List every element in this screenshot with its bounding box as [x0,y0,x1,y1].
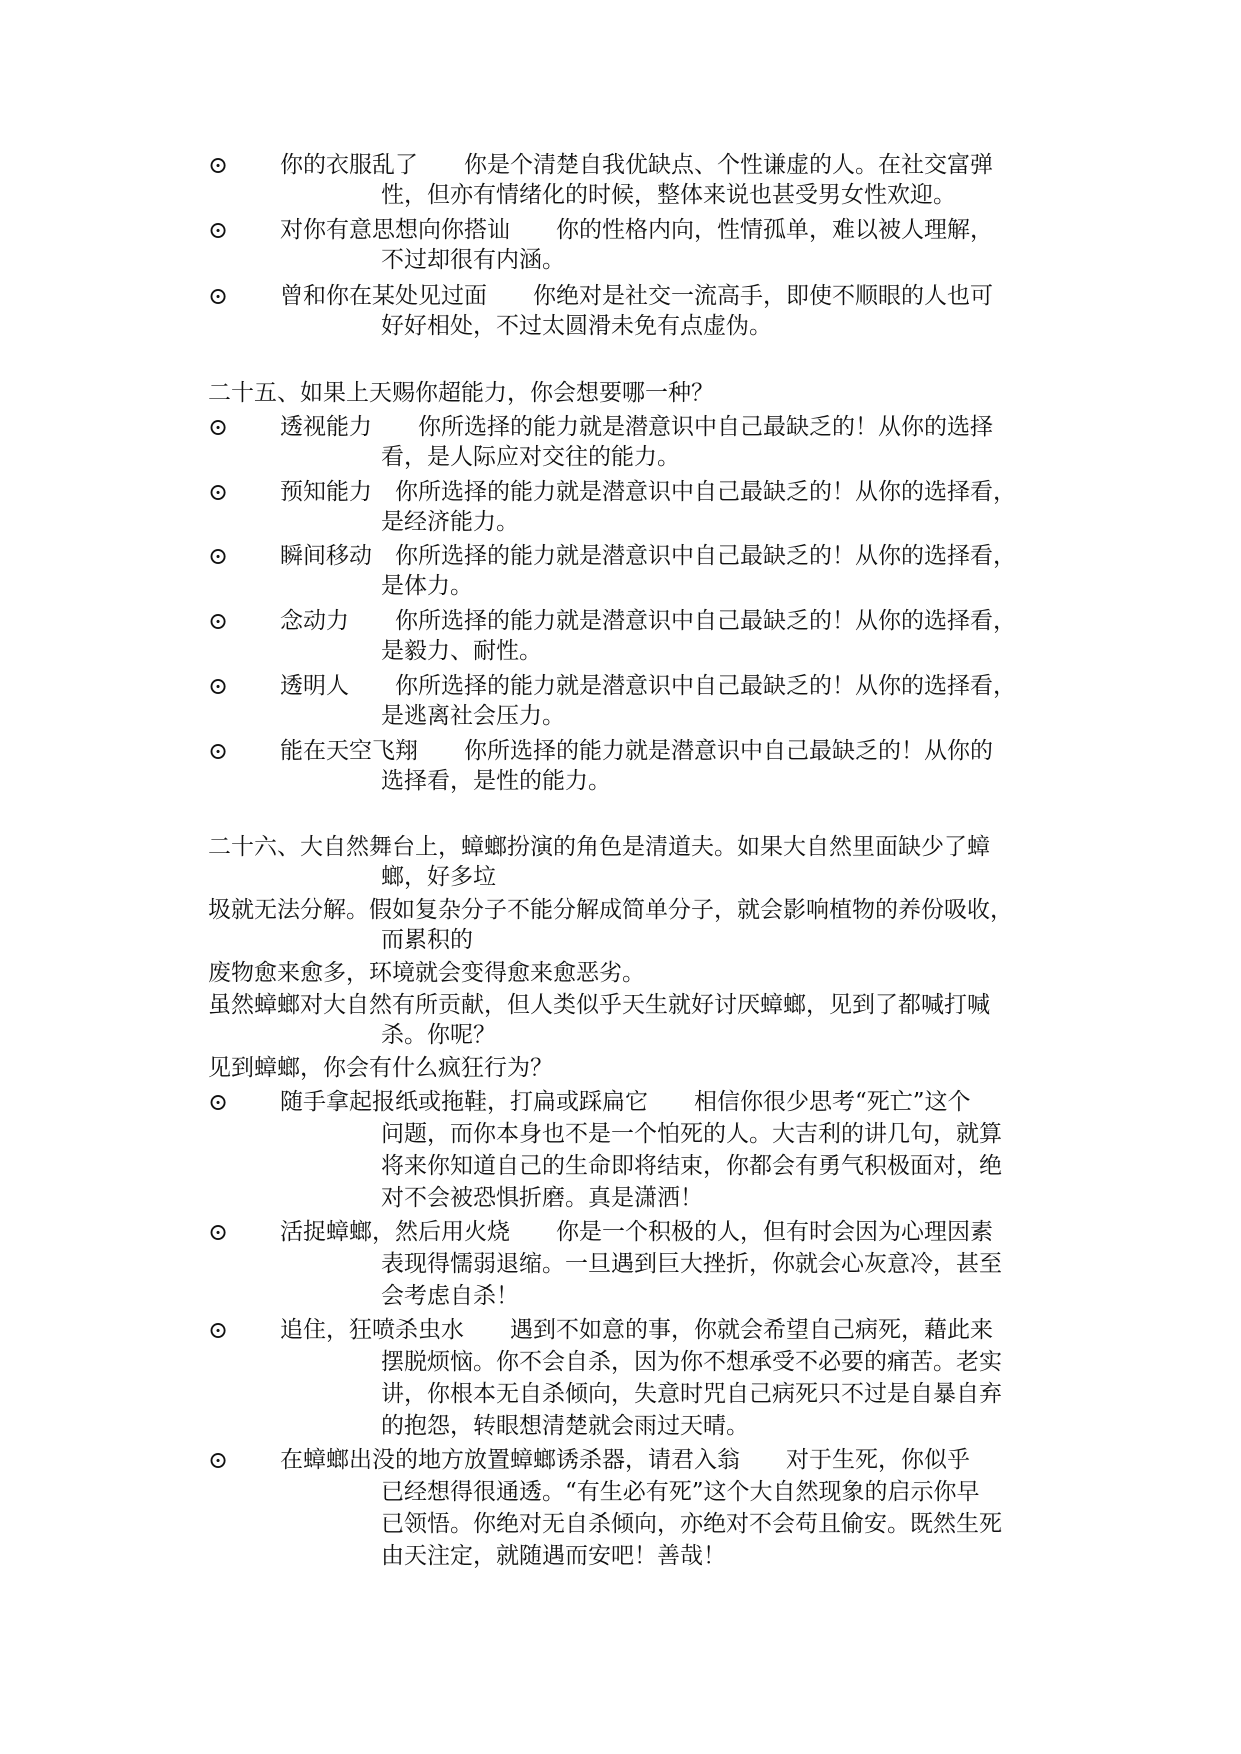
option-text: 你的衣服乱了 你是个清楚自我优缺点、个性谦虚的人。在社交富弹 [280,152,993,178]
option-text: 活捉蟑螂，然后用火烧 你是一个积极的人，但有时会因为心理因素 [280,1219,993,1245]
bullet-icon: ⊙ [208,478,229,506]
bullet-icon: ⊙ [208,1088,229,1116]
option-text: 随手拿起报纸或拖鞋，打扁或踩扁它 相信你很少思考“死亡”这个 [280,1089,971,1115]
bullet-icon: ⊙ [208,413,229,441]
option-text: 能在天空飞翔 你所选择的能力就是潜意识中自己最缺乏的！从你的 [280,738,993,764]
option-text-continued: 的抱怨，转眼想清楚就会雨过天晴。 [381,1413,749,1439]
bullet-icon: ⊙ [208,607,229,635]
option-text: 透视能力 你所选择的能力就是潜意识中自己最缺乏的！从你的选择 [280,414,993,440]
option-text-continued: 是毅力、耐性。 [381,638,542,664]
option-text-continued: 由天注定，就随遇而安吧！善哉！ [381,1543,726,1569]
option-text: 追住，狂喷杀虫水 遇到不如意的事，你就会希望自己病死，藉此来 [280,1317,993,1343]
option-text-continued: 摆脱烦恼。你不会自杀，因为你不想承受不必要的痛苦。老实 [381,1349,1002,1375]
bullet-icon: ⊙ [208,737,229,765]
option-text-continued: 会考虑自杀！ [381,1283,519,1309]
option-text-continued: 好好相处，不过太圆滑未免有点虚伪。 [381,313,772,339]
option-text: 念动力 你所选择的能力就是潜意识中自己最缺乏的！从你的选择看， [280,608,1016,634]
option-text-continued: 不过却很有内涵。 [381,247,565,273]
option-text-continued: 看，是人际应对交往的能力。 [381,444,680,470]
option-text-continued: 已经想得很通透。“有生必有死”这个大自然现象的启示你早 [381,1479,980,1505]
option-text-continued: 对不会被恐惧折磨。真是潇洒！ [381,1185,703,1211]
option-text: 对你有意思想向你搭讪 你的性格内向，性情孤单，难以被人理解， [280,217,993,243]
bullet-icon: ⊙ [208,542,229,570]
option-text-continued: 是经济能力。 [381,509,519,535]
option-text-continued: 将来你知道自己的生命即将结束，你都会有勇气积极面对，绝 [381,1153,1002,1179]
question-title: 见到蟑螂，你会有什么疯狂行为？ [208,1055,553,1081]
bullet-icon: ⊙ [208,151,229,179]
bullet-icon: ⊙ [208,1316,229,1344]
option-text: 瞬间移动 你所选择的能力就是潜意识中自己最缺乏的！从你的选择看， [280,543,1016,569]
question-intro-line: 杀。你呢？ [381,1022,496,1048]
option-text-continued: 是体力。 [381,573,473,599]
question-intro-line: 螂，好多垃 [381,864,496,890]
bullet-icon: ⊙ [208,282,229,310]
bullet-icon: ⊙ [208,1218,229,1246]
option-text: 在蟑螂出没的地方放置蟑螂诱杀器，请君入翁 对于生死，你似乎 [280,1447,970,1473]
option-text: 曾和你在某处见过面 你绝对是社交一流高手，即使不顺眼的人也可 [280,283,993,309]
option-text-continued: 表现得懦弱退缩。一旦遇到巨大挫折，你就会心灰意冷，甚至 [381,1251,1002,1277]
question-intro-line: 而累积的 [381,927,473,953]
question-intro-line: 圾就无法分解。假如复杂分子不能分解成简单分子，就会影响植物的养份吸收， [208,897,1013,923]
option-text-continued: 选择看，是性的能力。 [381,768,611,794]
bullet-icon: ⊙ [208,1446,229,1474]
option-text-continued: 是逃离社会压力。 [381,703,565,729]
bullet-icon: ⊙ [208,216,229,244]
option-text-continued: 性，但亦有情绪化的时候，整体来说也甚受男女性欢迎。 [381,182,956,208]
question-intro-line: 虽然蟑螂对大自然有所贡献，但人类似乎天生就好讨厌蟑螂，见到了都喊打喊 [208,992,990,1018]
option-text-continued: 问题，而你本身也不是一个怕死的人。大吉利的讲几句，就算 [381,1121,1002,1147]
question-intro-line: 二十六、大自然舞台上，蟑螂扮演的角色是清道夫。如果大自然里面缺少了蟑 [208,834,990,860]
question-title: 二十五、如果上天赐你超能力，你会想要哪一种？ [208,380,714,406]
option-text: 预知能力 你所选择的能力就是潜意识中自己最缺乏的！从你的选择看， [280,479,1016,505]
option-text: 透明人 你所选择的能力就是潜意识中自己最缺乏的！从你的选择看， [280,673,1016,699]
option-text-continued: 已领悟。你绝对无自杀倾向，亦绝对不会苟且偷安。既然生死 [381,1511,1002,1537]
bullet-icon: ⊙ [208,672,229,700]
question-intro-line: 废物愈来愈多，环境就会变得愈来愈恶劣。 [208,960,645,986]
option-text-continued: 讲，你根本无自杀倾向，失意时咒自己病死只不过是自暴自弃 [381,1381,1002,1407]
